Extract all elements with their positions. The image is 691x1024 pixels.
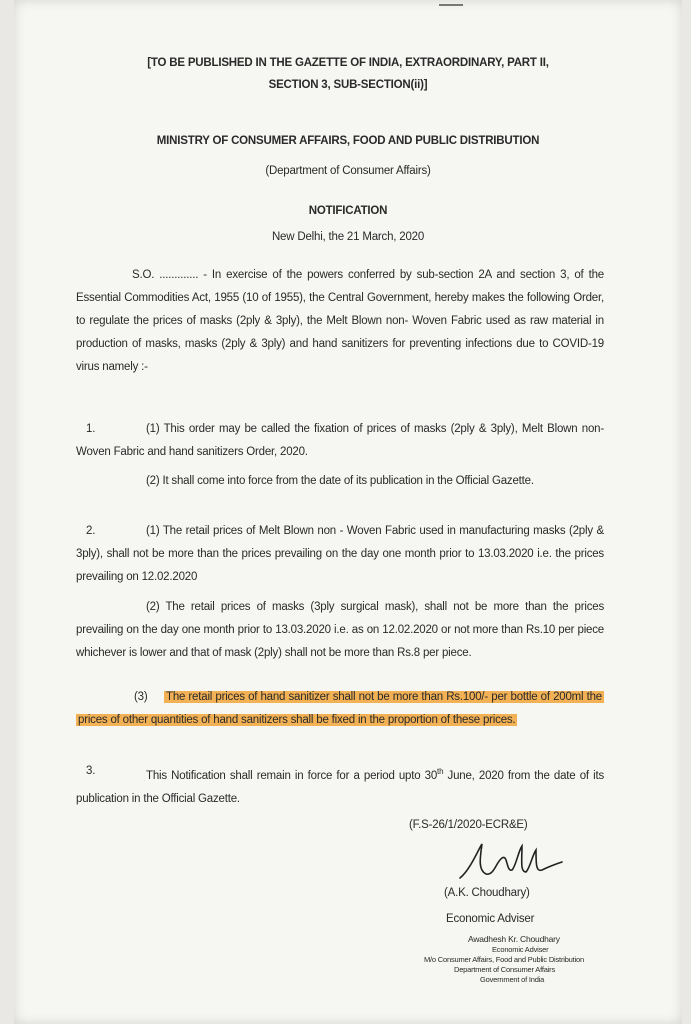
signatory-name: (A.K. Choudhary) bbox=[444, 887, 530, 899]
clause-2-number: 2. bbox=[86, 525, 96, 537]
clause-2-2: (2) The retail prices of masks (3ply surgical mask), shall not be more than the prices prevailing on the day one month prior to 13.03.2020 i.e. as on 12.02.2020 or not more than Rs.10 per piece whichever is lower and that of mask (2ply) shall not be more than Rs.8 per piece. bbox=[76, 601, 604, 659]
document-page bbox=[14, 0, 682, 1024]
clause-1-2: (2) It shall come into force from the date of its publication in the Official Gazette. bbox=[146, 475, 534, 487]
clause-1-1: (1) This order may be called the fixation of prices of masks (2ply & 3ply), Melt Blown non- Woven Fabric and hand sanitizers Order, 2020. bbox=[76, 423, 604, 458]
stamp-government: Government of India bbox=[480, 975, 545, 984]
ministry-title: MINISTRY OF CONSUMER AFFAIRS, FOOD AND PUBLIC DISTRIBUTION bbox=[156, 135, 540, 147]
stamp-designation: Economic Adviser bbox=[492, 945, 549, 954]
clause-2-3 bbox=[76, 686, 604, 732]
department-name: (Department of Consumer Affairs) bbox=[265, 165, 431, 177]
highlighted-text: The retail prices of hand sanitizer shall not be more than Rs.100/- per bottle of 200ml the prices of other quantities of hand sanitizers shall be fixed in the proportion of these prices. bbox=[78, 691, 602, 726]
stamp-ministry: M/o Consumer Affairs, Food and Public Distribution bbox=[424, 955, 584, 964]
clause-3: This Notification shall remain in force for a period upto 30th June, 2020 from the date of its publication in the Official Gazette. bbox=[76, 767, 605, 805]
top-mark bbox=[439, 4, 463, 6]
stamp-name: Awadhesh Kr. Choudhary bbox=[468, 934, 560, 944]
clause-2-1: (1) The retail prices of Melt Blown non - Woven Fabric used in manufacturing masks (2ply & 3ply), shall not be more than the prices prevailing on the day one month prior to 13.03.2020 i.e. the prices prevailing on 12.02.2020 bbox=[76, 525, 604, 583]
stamp-department: Department of Consumer Affairs bbox=[454, 965, 555, 974]
clause-3-number: 3. bbox=[86, 765, 96, 777]
designation: Economic Adviser bbox=[446, 913, 535, 925]
notification-title: NOTIFICATION bbox=[308, 205, 388, 217]
date-line: New Delhi, the 21 March, 2020 bbox=[271, 231, 425, 243]
clause-2-3-number: (3) bbox=[134, 691, 148, 703]
gazette-heading-line2: SECTION 3, SUB-SECTION(ii)] bbox=[268, 79, 428, 91]
file-number: (F.S-26/1/2020-ECR&E) bbox=[409, 819, 528, 831]
signature-icon bbox=[456, 840, 566, 884]
gazette-heading-line1: [TO BE PUBLISHED IN THE GAZETTE OF INDIA, EXTRAORDINARY, PART II, bbox=[147, 57, 549, 69]
intro-paragraph: S.O. ............. - In exercise of the powers conferred by sub-section 2A and section 3, of the Essential Commodities Act, 1955 (10 of 1955), the Central Government, hereby makes the following Order, to regulate the prices of masks (2ply & 3ply), the Melt Blown non- Woven Fabric used as raw material in production of masks, masks (2ply & 3ply) and hand sanitizers for preventing infections due to COVID-19 virus namely :- bbox=[76, 269, 604, 373]
clause-1-number: 1. bbox=[86, 423, 96, 435]
